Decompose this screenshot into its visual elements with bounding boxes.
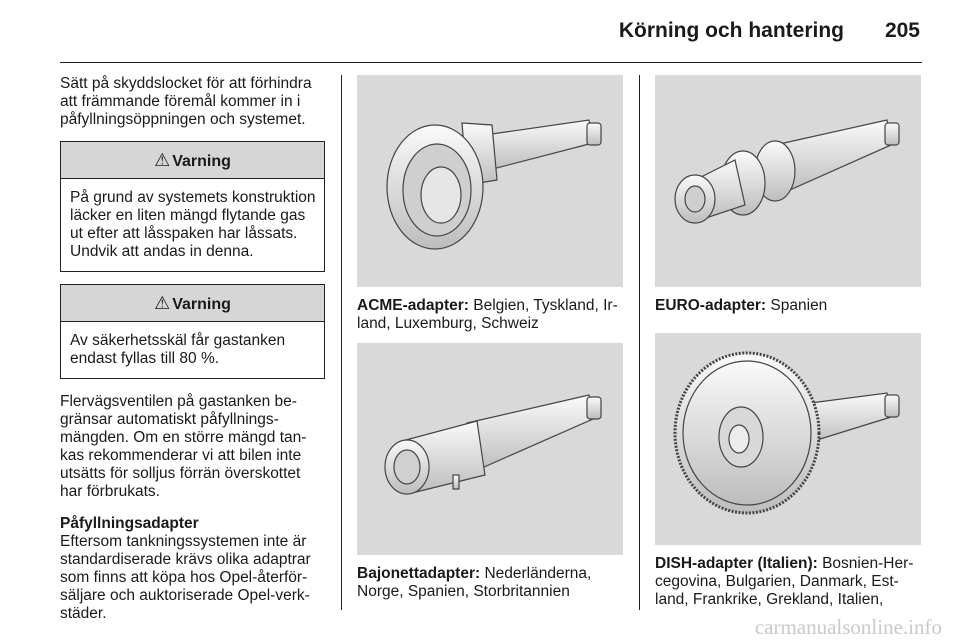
figure-label: DISH-adapter (Italien): <box>655 555 818 572</box>
figure-caption: Nederländerna, Norge, Spanien, Storbritannien <box>357 565 592 600</box>
acme-adapter-illustration <box>357 75 623 287</box>
watermark: carmanualsonline.info <box>754 615 942 639</box>
figure-caption: Bosnien-Hercegovina, Bulgarien, Danmark, Estland, Frankrike, Grekland, Italien, <box>655 555 914 608</box>
warning-text: På grund av systemets konstruktion läcker en liten mängd flytande gas ut efter att låsspaken har låssats. Undvik att andas in denna. <box>70 189 316 260</box>
warning-header <box>61 142 324 179</box>
figure-column-2 <box>357 75 623 601</box>
figure-label: EURO-adapter: <box>655 297 767 314</box>
column-divider <box>639 75 640 610</box>
text-column-1 <box>60 75 325 623</box>
warning-box <box>60 284 325 379</box>
warning-icon: ⚠ <box>154 293 171 313</box>
warning-text: Av säkerhetsskäl får gastanken endast fyllas till 80 %. <box>70 332 286 367</box>
figure-label: ACME-adapter: <box>357 297 469 314</box>
bayonet-adapter-illustration <box>357 343 623 555</box>
column-divider <box>341 75 342 610</box>
body-paragraph: Flervägsventilen på gastanken begränsar automatiskt påfyllningsmängden. Om en större mängd tankas rekommenderar vi att bilen inte utsätts för solljus förrän överskottet har förbrukats. <box>60 393 307 500</box>
page-number: 205 <box>884 19 920 42</box>
warning-header <box>61 285 324 322</box>
warning-title: Varning <box>172 153 231 170</box>
section-title: Körning och hantering <box>618 19 844 42</box>
dish-adapter-illustration <box>655 333 921 545</box>
warning-icon: ⚠ <box>154 150 171 170</box>
figure-column-3 <box>655 75 921 609</box>
euro-adapter-illustration <box>655 75 921 287</box>
body-paragraph: Eftersom tankningssystemen inte är standardiserade krävs olika adaptrar som finns att köpa hos Opel-återförsäljare och auktoriserade Opel-verkstäder. <box>60 533 311 622</box>
page-header <box>60 0 922 63</box>
figure-label: Bajonettadapter: <box>357 565 481 582</box>
intro-paragraph: Sätt på skyddslocket för att förhindra att främmande föremål kommer in i påfyllningsöppningen och systemet. <box>60 75 312 128</box>
figure-caption: Spanien <box>770 297 828 314</box>
subheading: Påfyllningsadapter <box>60 515 199 532</box>
warning-box <box>60 141 325 272</box>
warning-title: Varning <box>172 296 231 313</box>
figure-caption: Belgien, Tyskland, Irland, Luxemburg, Schweiz <box>357 297 618 332</box>
